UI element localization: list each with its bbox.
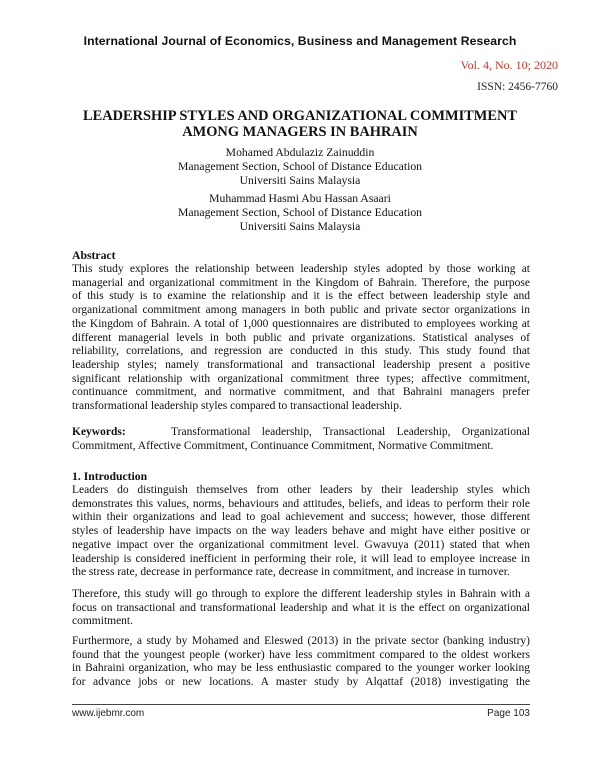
- keywords-label: Keywords:: [72, 426, 126, 438]
- text-line: demonstrates this values, norms, behaviours and attitudes, beliefs, and ideas to perform their role: [72, 497, 530, 510]
- author-department: Management Section, School of Distance Education: [177, 205, 423, 219]
- text-line: Therefore, this study will go through to explore the different leadership styles in Bahrain with a: [72, 588, 530, 600]
- text-line: reliability, correlations, and regression are conducted in this study. This study found that: [72, 345, 530, 358]
- text-line: focus on transactional and transformational leadership and what it is the effect on organizational: [72, 601, 530, 614]
- text-line: for advance jobs or new locations. A master study by Alqattaf (2018) investigating the: [72, 676, 530, 689]
- keywords-text: Transformational leadership, Transactional Leadership, Organizational: [171, 426, 530, 438]
- text-line: This study explores the relationship between leadership styles adopted by those working at: [72, 263, 530, 275]
- journal-name: International Journal of Economics, Business and Management Research: [83, 34, 517, 48]
- footer-website: www.ijebmr.com: [72, 708, 145, 719]
- text-line: the stress rate, decrease in performance rate, decrease in commitment, and increase in turnover.: [72, 566, 510, 579]
- keywords-line: Commitment, Affective Commitment, Continuance Commitment, Normative Commitment.: [72, 439, 494, 452]
- paper-title: [40, 108, 560, 140]
- intro-paragraph: [72, 635, 530, 690]
- text-line: negative impact over the organizational commitment level. Gwavuya (2011) stated that when: [72, 538, 530, 551]
- text-line: Leaders do distinguish themselves from other leaders by their leadership styles which: [72, 484, 530, 496]
- text-line: of this study is to examine the relationship and it is the effect between leadership style and: [72, 290, 530, 303]
- text-line: styles of leadership have impacts on the way leaders behave and might have either positive or: [72, 525, 530, 538]
- text-line: significant relationship with organizational commitment three types; affective commitment,: [72, 372, 530, 385]
- text-line: commitment.: [72, 615, 134, 628]
- author-block: [40, 146, 560, 187]
- text-line: within their organizations and lead to goal achievement and success; however, those different: [72, 511, 530, 524]
- text-line: found that the youngest people (worker) have less commitment compared to the oldest workers: [72, 648, 530, 661]
- footer-divider: [72, 704, 530, 705]
- introduction-heading: 1. Introduction: [72, 470, 148, 483]
- volume-issue: Vol. 4, No. 10; 2020: [460, 58, 558, 72]
- intro-paragraph: [72, 484, 530, 580]
- author-block: [40, 192, 560, 233]
- keywords-block: [72, 426, 530, 453]
- author-name: Muhammad Hasmi Abu Hassan Asaari: [209, 192, 391, 205]
- text-line: the Kingdom of Bahrain. A total of 1,000 questionnaires are distributed to employees working at: [72, 317, 530, 330]
- title-line: LEADERSHIP STYLES AND ORGANIZATIONAL COMMITMENT: [83, 108, 517, 124]
- text-line: continuance commitment, and normative commitment, and that Bahraini managers prefer: [72, 386, 530, 399]
- text-line: Furthermore, a study by Mohamed and Eleswed (2013) in the private sector (banking industry): [72, 635, 530, 647]
- issn: ISSN: 2456-7760: [477, 81, 558, 93]
- text-line: different managerial levels in both public and private organizations. Statistical analyses of: [72, 331, 530, 344]
- text-line: in Bahraini organization, who may be less enthusiastic compared to the younger worker looking: [72, 662, 530, 675]
- text-line: organizational commitment among managers in both public and private sector organizations in: [72, 304, 530, 317]
- author-university: Universiti Sains Malaysia: [239, 173, 361, 187]
- keywords-line: [72, 426, 530, 440]
- text-line: leadership styles; namely transformational and transactional leadership present a positive: [72, 358, 530, 371]
- abstract-body: [72, 263, 530, 414]
- author-name: Mohamed Abdulaziz Zainuddin: [225, 146, 375, 159]
- author-department: Management Section, School of Distance Education: [177, 159, 423, 173]
- intro-paragraph: [72, 588, 530, 629]
- abstract-heading: Abstract: [72, 249, 116, 262]
- title-line: AMONG MANAGERS IN BAHRAIN: [182, 124, 418, 140]
- text-line: leadership is considered inefficient in performing their role, it will lead to employee increase in: [72, 552, 530, 565]
- footer-page-number: Page 103: [487, 708, 530, 719]
- text-line: managerial and organizational commitment in the Kingdom of Bahrain. Therefore, the purpose: [72, 276, 530, 289]
- text-line: transformational leadership styles compared to transactional leadership.: [72, 400, 402, 413]
- author-university: Universiti Sains Malaysia: [239, 219, 361, 233]
